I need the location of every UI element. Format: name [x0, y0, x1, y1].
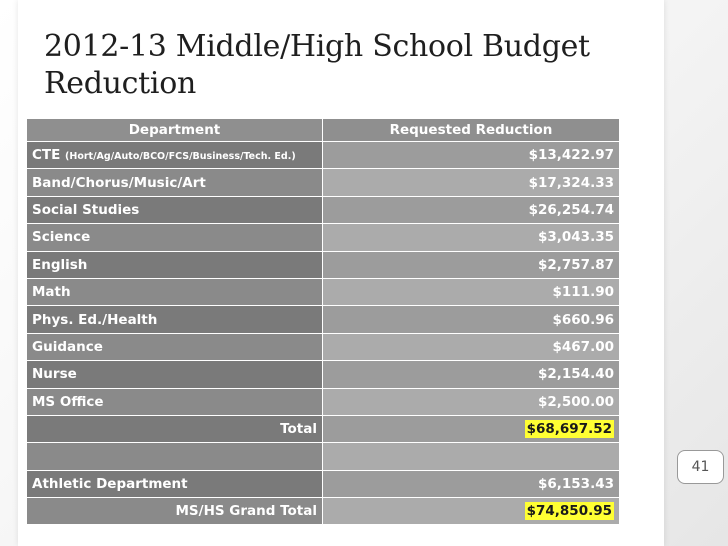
- amount-cell: $6,153.43: [323, 470, 620, 497]
- blank-cell: [323, 443, 620, 470]
- header-department: Department: [27, 119, 323, 142]
- dept-cell: Math: [27, 278, 323, 305]
- amount-cell: $467.00: [323, 333, 620, 360]
- amount-cell: $17,324.33: [323, 169, 620, 196]
- grand-total-amount: $74,850.95: [526, 503, 612, 520]
- table-row: [27, 278, 620, 305]
- table-row: [27, 251, 620, 278]
- amount-cell: $13,422.97: [323, 142, 620, 169]
- table-row: [27, 142, 620, 169]
- table-row: [27, 306, 620, 333]
- dept-cell: Athletic Department: [27, 470, 323, 497]
- table-row: [27, 196, 620, 223]
- grand-total-amount-cell: [323, 498, 620, 525]
- amount-cell: $111.90: [323, 278, 620, 305]
- dept-cell: MS Office: [27, 388, 323, 415]
- table-row: [27, 361, 620, 388]
- amount-cell: $2,757.87: [323, 251, 620, 278]
- total-amount: $68,697.52: [526, 421, 612, 438]
- title-line-2: Reduction: [44, 66, 197, 101]
- table-row: [27, 470, 620, 497]
- table-row: [27, 333, 620, 360]
- budget-table: [26, 118, 620, 525]
- dept-cell: [27, 142, 323, 169]
- dept-sublabel: (Hort/Ag/Auto/BCO/FCS/Business/Tech. Ed.): [65, 151, 296, 163]
- page-number-badge: [677, 450, 724, 484]
- title-line-1: 2012-13 Middle/High School Budget: [44, 29, 590, 64]
- page-number: 41: [691, 459, 710, 475]
- total-label: Total: [27, 415, 323, 442]
- amount-cell: $2,500.00: [323, 388, 620, 415]
- blank-row: [27, 443, 620, 470]
- dept-cell: English: [27, 251, 323, 278]
- amount-cell: $2,154.40: [323, 361, 620, 388]
- table-row: [27, 224, 620, 251]
- dept-cell: Band/Chorus/Music/Art: [27, 169, 323, 196]
- total-row: [27, 415, 620, 442]
- grand-total-row: [27, 498, 620, 525]
- amount-cell: $3,043.35: [323, 224, 620, 251]
- grand-total-label: MS/HS Grand Total: [27, 498, 323, 525]
- table-header-row: [27, 119, 620, 142]
- table-row: [27, 388, 620, 415]
- dept-cell: Guidance: [27, 333, 323, 360]
- dept-cell: Phys. Ed./Health: [27, 306, 323, 333]
- dept-label: CTE: [32, 147, 61, 164]
- total-amount-cell: [323, 415, 620, 442]
- amount-cell: $660.96: [323, 306, 620, 333]
- dept-cell: Social Studies: [27, 196, 323, 223]
- dept-cell: Nurse: [27, 361, 323, 388]
- blank-cell: [27, 443, 323, 470]
- dept-cell: Science: [27, 224, 323, 251]
- amount-cell: $26,254.74: [323, 196, 620, 223]
- header-requested-reduction: Requested Reduction: [323, 119, 620, 142]
- slide-title: [44, 28, 644, 102]
- table-row: [27, 169, 620, 196]
